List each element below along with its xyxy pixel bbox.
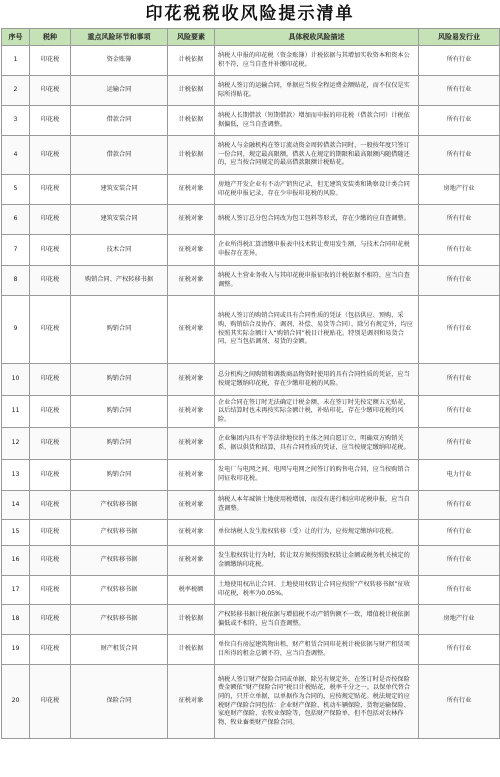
industry-cell: 所有行业 [419,296,500,364]
industry-cell: 所有行业 [419,428,500,460]
tax-type-cell: 印花税 [30,635,71,665]
industry-cell: 所有行业 [419,665,500,739]
risk-element-cell: 征税对象 [168,520,215,546]
risk-element-cell: 计税依据 [168,106,215,136]
risk-element-cell: 征税对象 [168,175,215,205]
risk-element-cell: 征税对象 [168,491,215,520]
tax-type-cell: 印花税 [30,520,71,546]
tax-type-cell: 印花税 [30,428,71,460]
table-header-row [2,29,500,46]
page-title: 印花税税收风险提示清单 [145,4,355,24]
industry-cell: 电力行业 [419,460,500,491]
risk-element-cell: 征税对象 [168,665,215,739]
table-row [2,665,500,739]
row-number: 18 [2,605,30,635]
risk-element-cell: 征税对象 [168,428,215,460]
risk-element-cell: 征税对象 [168,396,215,428]
risk-item-cell: 产权转移书据 [71,576,168,605]
row-number: 20 [2,665,30,739]
risk-list-table [1,28,500,739]
row-number: 15 [2,520,30,546]
table-row [2,635,500,665]
risk-item-cell: 产权转移书据 [71,520,168,546]
risk-element-cell: 税率税额 [168,576,215,605]
row-number: 2 [2,76,30,106]
risk-item-cell: 产权转移书据 [71,546,168,576]
tax-type-cell: 印花税 [30,106,71,136]
row-number: 1 [2,46,30,76]
industry-cell: 所有行业 [419,520,500,546]
risk-element-cell: 计税依据 [168,136,215,175]
industry-cell: 房地产行业 [419,605,500,635]
industry-cell: 所有行业 [419,635,500,665]
risk-item-cell: 借款合同 [71,106,168,136]
tax-type-cell: 印花税 [30,396,71,428]
risk-item-cell: 财产租赁合同 [71,635,168,665]
risk-description-cell: 土地使用权出让合同、土地使用权转让合同应按照“产权转移书据”征收印花税，税率为0.05%。 [215,576,419,605]
tax-type-cell: 印花税 [30,576,71,605]
table-row [2,46,500,76]
industry-cell: 所有行业 [419,136,500,175]
tax-type-cell: 印花税 [30,546,71,576]
header-risk-item: 重点风险环节和事项 [71,29,168,46]
tax-type-cell: 印花税 [30,491,71,520]
header-no: 序号 [2,29,30,46]
risk-element-cell: 计税依据 [168,635,215,665]
tax-type-cell: 印花税 [30,136,71,175]
row-number: 17 [2,576,30,605]
table-row [2,396,500,428]
row-number: 14 [2,491,30,520]
risk-description-cell: 纳税人签订的运输合同，单据应当按全程运费金额贴花，而不仅仅是实际所得贴花。 [215,76,419,106]
industry-cell: 所有行业 [419,546,500,576]
header-tax-type: 税种 [30,29,71,46]
row-number: 3 [2,106,30,136]
risk-element-cell: 征税对象 [168,296,215,364]
risk-item-cell: 购销合同 [71,296,168,364]
risk-element-cell: 征税对象 [168,235,215,266]
risk-element-cell: 计税依据 [168,76,215,106]
risk-element-cell: 征税对象 [168,546,215,576]
tax-type-cell: 印花税 [30,364,71,396]
table-row [2,175,500,205]
risk-description-cell: 发生股权转让行为时，转让双方须按照股权转让金额或税务机关核定的金额缴纳印花税。 [215,546,419,576]
tax-type-cell: 印花税 [30,296,71,364]
risk-description-cell: 纳税人主营业务收入与其印花税申报征收的计税依据不相符，应当自查调整。 [215,266,419,296]
risk-element-cell: 征税对象 [168,266,215,296]
risk-item-cell: 资金账簿 [71,46,168,76]
risk-item-cell: 购销合同 [71,428,168,460]
row-number: 12 [2,428,30,460]
header-risk-description: 具体税收风险描述 [215,29,419,46]
tax-type-cell: 印花税 [30,460,71,491]
risk-description-cell: 企业所得税汇算清缴申报表中技术转让费用发生额，与技术合同印花税申报存在差异。 [215,235,419,266]
industry-cell: 所有行业 [419,205,500,235]
risk-item-cell: 技术合同 [71,235,168,266]
table-body [2,46,500,739]
industry-cell: 所有行业 [419,46,500,76]
risk-element-cell: 征税对象 [168,205,215,235]
row-number: 8 [2,266,30,296]
industry-cell: 所有行业 [419,266,500,296]
risk-item-cell: 购销合同 [71,460,168,491]
risk-element-cell: 计税依据 [168,605,215,635]
tax-type-cell: 印花税 [30,46,71,76]
risk-item-cell: 购销合同 [71,396,168,428]
risk-element-cell: 征税对象 [168,460,215,491]
row-number: 10 [2,364,30,396]
risk-description-cell: 企业合同在签订时无法确定计税金额，未在签订时先按定额五元贴花，以后结算时也未再按实际金额计税，补贴印花，存在少缴印花税的风险。 [215,396,419,428]
industry-cell: 所有行业 [419,576,500,605]
risk-item-cell: 产权转移书据 [71,491,168,520]
header-risk-element: 风险要素 [168,29,215,46]
risk-element-cell: 征税对象 [168,364,215,396]
row-number: 13 [2,460,30,491]
risk-description-cell: 产权转移书据计税依据与增值税不动产销售额不一致，增值税计税依据偏低或不相符，应当自查调整。 [215,605,419,635]
risk-item-cell: 产权转移书据 [71,605,168,635]
risk-item-cell: 购销合同、产权转移书据 [71,266,168,296]
tax-type-cell: 印花税 [30,235,71,266]
risk-description-cell: 纳税人签订的购销合同或具有合同性质的凭证（包括供应、预购、采购、购销结合及协作、调剂、补偿、易货等合同），除另有规定外，均应按照其实际金额计入“购销合同”税目计税贴花。特别是调剂和易货合同，应当包括调剂、易货的金额。 [215,296,419,364]
industry-cell: 房地产行业 [419,175,500,205]
table-row [2,76,500,106]
table-row [2,546,500,576]
risk-description-cell: 总分机构之间购销和调拨商品物资时使用的具有合同性质的凭证，应当按规定缴纳印花税，存在少缴印花税的风险。 [215,364,419,396]
risk-description-cell: 房地产开发企业有不动产销售记录，但无建筑安装类和勘察设计类合同印花税申报记录，存在少申报印花税的风险。 [215,175,419,205]
risk-description-cell: 发电厂与电网之间、电网与电网之间签订的购售电合同，应当按购销合同征收印花税。 [215,460,419,491]
table-row [2,605,500,635]
row-number: 11 [2,396,30,428]
risk-item-cell: 购销合同 [71,364,168,396]
risk-description-cell: 纳税人长期借款（短期借款）增加而申报的印花税（借款合同）计税依据偏低，应当自查调整。 [215,106,419,136]
risk-item-cell: 建筑安装合同 [71,175,168,205]
table-row [2,491,500,520]
risk-item-cell: 保险合同 [71,665,168,739]
table-row [2,235,500,266]
row-number: 9 [2,296,30,364]
table-row [2,296,500,364]
table-row [2,106,500,136]
tax-type-cell: 印花税 [30,605,71,635]
risk-description-cell: 纳税人本年城镇土地使用税增加，而没有进行相应印花税申报，应当自查调整。 [215,491,419,520]
table-row [2,520,500,546]
industry-cell: 所有行业 [419,396,500,428]
tax-type-cell: 印花税 [30,205,71,235]
risk-description-cell: 单位纳税人发生股权转移（受）让的行为，应按规定缴纳印花税。 [215,520,419,546]
risk-description-cell: 纳税人签订财产保险合同或单据，除另有规定外，在签订时是否按保险费金额依“财产保险合同”税目计税贴花，税率千分之一。以保单代替合同的，只开立单据，以单据作为合同的，应按规定贴花。税法规定的应税财产保险合同包括：企业财产保险、机动车辆保险、货物运输保险、家庭财产保险、农牧业保险等，包括财产保险单，但不包括对农林作物、牧业畜类财产保险合同。 [215,665,419,739]
table-row [2,266,500,296]
risk-description-cell: 单位自有房屋建筑物出租，财产租赁合同印花税计税依据与财产租赁项目所得的租金总额不符，应当自查调整。 [215,635,419,665]
risk-element-cell: 计税依据 [168,46,215,76]
row-number: 19 [2,635,30,665]
table-row [2,205,500,235]
tax-type-cell: 印花税 [30,175,71,205]
tax-type-cell: 印花税 [30,665,71,739]
tax-type-cell: 印花税 [30,266,71,296]
industry-cell: 所有行业 [419,491,500,520]
row-number: 6 [2,205,30,235]
table-row [2,136,500,175]
table-row [2,364,500,396]
risk-item-cell: 借款合同 [71,136,168,175]
industry-cell: 所有行业 [419,235,500,266]
risk-description-cell: 纳税人签订总分包合同改为包工包料等形式，存在少缴的应自查调整。 [215,205,419,235]
table-row [2,576,500,605]
risk-description-cell: 纳税人与金融机构在签订流动资金周转借款合同时，一般按年度只签订一份合同，规定最高限额，借款人在规定的期限和最高限额内随借随还的，应当按合同规定的最高借款限额计税贴花。 [215,136,419,175]
row-number: 4 [2,136,30,175]
industry-cell: 所有行业 [419,76,500,106]
row-number: 5 [2,175,30,205]
risk-item-cell: 建筑安装合同 [71,205,168,235]
table-row [2,460,500,491]
header-industry: 风险易发行业 [419,29,500,46]
industry-cell: 所有行业 [419,106,500,136]
table-row [2,428,500,460]
tax-type-cell: 印花税 [30,76,71,106]
row-number: 7 [2,235,30,266]
risk-description-cell: 纳税人申报的印花税（资金账簿）计税依据与其增加实收资本和资本公积不符，应当自查并补缴印花税。 [215,46,419,76]
risk-description-cell: 企业集团内具有平等法律地位的主体之间自愿订立，明确双方购销关系、据以供货和结算，具有合同性质的凭证，应当按规定缴纳印花税。 [215,428,419,460]
industry-cell: 所有行业 [419,364,500,396]
row-number: 16 [2,546,30,576]
risk-item-cell: 运输合同 [71,76,168,106]
